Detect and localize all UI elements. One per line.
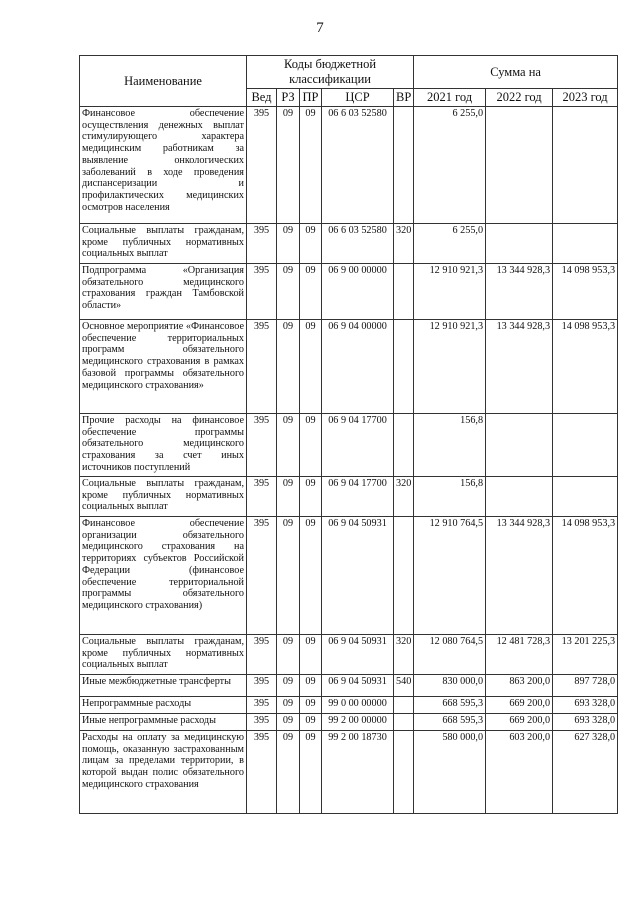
cell-vr: [394, 320, 414, 414]
header-2021: 2021 год: [414, 89, 486, 107]
table-row: [80, 477, 618, 517]
cell-ved: 395: [247, 224, 277, 264]
cell-y2023: 14 098 953,3: [553, 320, 618, 414]
cell-pr: 09: [300, 224, 322, 264]
cell-name: Прочие расходы на финансовое обеспечение программы обязательного медицинского страхования за счет иных источников поступлений: [80, 414, 247, 477]
cell-name: Иные межбюджетные трансферты: [80, 675, 247, 697]
cell-y2023: [553, 107, 618, 224]
cell-y2021: 668 595,3: [414, 697, 486, 714]
cell-vr: [394, 517, 414, 635]
header-rz: РЗ: [277, 89, 300, 107]
table-row: [80, 731, 618, 814]
cell-rz: 09: [277, 731, 300, 814]
cell-csr: 99 2 00 00000: [322, 714, 394, 731]
cell-rz: 09: [277, 675, 300, 697]
cell-rz: 09: [277, 320, 300, 414]
table-row: [80, 224, 618, 264]
cell-y2021: 830 000,0: [414, 675, 486, 697]
header-sum-group: Сумма на: [414, 56, 618, 89]
cell-pr: 09: [300, 107, 322, 224]
cell-vr: 320: [394, 635, 414, 675]
cell-y2023: [553, 224, 618, 264]
cell-y2021: 6 255,0: [414, 224, 486, 264]
cell-vr: [394, 731, 414, 814]
cell-pr: 09: [300, 635, 322, 675]
cell-csr: 06 9 04 17700: [322, 477, 394, 517]
cell-ved: 395: [247, 731, 277, 814]
cell-ved: 395: [247, 517, 277, 635]
cell-y2023: 14 098 953,3: [553, 264, 618, 320]
cell-csr: 06 6 03 52580: [322, 107, 394, 224]
header-2022: 2022 год: [486, 89, 553, 107]
cell-csr: 06 9 04 00000: [322, 320, 394, 414]
cell-y2022: 13 344 928,3: [486, 320, 553, 414]
cell-name: Непрограммные расходы: [80, 697, 247, 714]
cell-y2022: 669 200,0: [486, 697, 553, 714]
cell-csr: 06 6 03 52580: [322, 224, 394, 264]
cell-pr: 09: [300, 264, 322, 320]
table-row: [80, 714, 618, 731]
cell-pr: 09: [300, 731, 322, 814]
cell-y2023: [553, 477, 618, 517]
cell-y2021: 12 910 921,3: [414, 264, 486, 320]
cell-rz: 09: [277, 224, 300, 264]
cell-y2022: [486, 477, 553, 517]
cell-name: Социальные выплаты гражданам, кроме публичных нормативных социальных выплат: [80, 477, 247, 517]
cell-name: Социальные выплаты гражданам, кроме публичных нормативных социальных выплат: [80, 635, 247, 675]
cell-pr: 09: [300, 675, 322, 697]
cell-name: Финансовое обеспечение организации обязательного медицинского страхования на территориях субъектов Российской Федерации (финансовое обеспечение территориальной программы обязательного медицинского страхования): [80, 517, 247, 635]
cell-csr: 06 9 00 00000: [322, 264, 394, 320]
cell-pr: 09: [300, 714, 322, 731]
cell-y2021: 12 910 764,5: [414, 517, 486, 635]
cell-rz: 09: [277, 264, 300, 320]
cell-name: Подпрограмма «Организация обязательного медицинского страхования граждан Тамбовской области»: [80, 264, 247, 320]
header-csr: ЦСР: [322, 89, 394, 107]
cell-name: Финансовое обеспечение осуществления денежных выплат стимулирующего характера медицинским работникам за выявление онкологических заболеваний в ходе проведения диспансеризации и профилактических медицинских осмотров населения: [80, 107, 247, 224]
cell-vr: [394, 264, 414, 320]
cell-y2022: 863 200,0: [486, 675, 553, 697]
header-name: Наименование: [80, 56, 247, 107]
header-ved: Вед: [247, 89, 277, 107]
cell-y2021: 6 255,0: [414, 107, 486, 224]
cell-y2021: 12 910 921,3: [414, 320, 486, 414]
cell-name: Расходы на оплату за медицинскую помощь, оказанную застрахованным лицам за пределами территории, в которой выдан полис обязательного медицинского страхования: [80, 731, 247, 814]
cell-name: Основное мероприятие «Финансовое обеспечение территориальных программ обязательного медицинского страхования в рамках базовой программы обязательного медицинского страхования»: [80, 320, 247, 414]
cell-name: Социальные выплаты гражданам, кроме публичных нормативных социальных выплат: [80, 224, 247, 264]
table-row: [80, 517, 618, 635]
cell-y2021: 668 595,3: [414, 714, 486, 731]
table-row: [80, 264, 618, 320]
budget-table: [79, 55, 618, 814]
cell-y2022: 13 344 928,3: [486, 517, 553, 635]
cell-ved: 395: [247, 635, 277, 675]
cell-vr: 320: [394, 477, 414, 517]
cell-rz: 09: [277, 517, 300, 635]
cell-csr: 06 9 04 50931: [322, 517, 394, 635]
cell-vr: [394, 107, 414, 224]
cell-csr: 06 9 04 50931: [322, 675, 394, 697]
table-row: [80, 635, 618, 675]
cell-y2022: 12 481 728,3: [486, 635, 553, 675]
table-row: [80, 697, 618, 714]
cell-y2023: [553, 414, 618, 477]
cell-ved: 395: [247, 264, 277, 320]
cell-y2023: 693 328,0: [553, 714, 618, 731]
cell-rz: 09: [277, 477, 300, 517]
cell-y2023: 14 098 953,3: [553, 517, 618, 635]
cell-ved: 395: [247, 107, 277, 224]
cell-y2023: 13 201 225,3: [553, 635, 618, 675]
table-row: [80, 675, 618, 697]
table-row: [80, 320, 618, 414]
header-vr: ВР: [394, 89, 414, 107]
cell-y2022: [486, 107, 553, 224]
cell-vr: 320: [394, 224, 414, 264]
cell-name: Иные непрограммные расходы: [80, 714, 247, 731]
cell-y2022: 13 344 928,3: [486, 264, 553, 320]
cell-ved: 395: [247, 714, 277, 731]
cell-y2021: 156,8: [414, 414, 486, 477]
cell-ved: 395: [247, 320, 277, 414]
cell-pr: 09: [300, 517, 322, 635]
cell-y2021: 12 080 764,5: [414, 635, 486, 675]
table-row: [80, 414, 618, 477]
cell-y2022: 603 200,0: [486, 731, 553, 814]
cell-csr: 99 0 00 00000: [322, 697, 394, 714]
page-number: 7: [316, 20, 324, 36]
cell-ved: 395: [247, 675, 277, 697]
cell-pr: 09: [300, 477, 322, 517]
cell-y2022: [486, 224, 553, 264]
cell-ved: 395: [247, 697, 277, 714]
cell-y2021: 156,8: [414, 477, 486, 517]
cell-rz: 09: [277, 414, 300, 477]
cell-y2022: [486, 414, 553, 477]
cell-y2023: 627 328,0: [553, 731, 618, 814]
cell-pr: 09: [300, 414, 322, 477]
cell-rz: 09: [277, 697, 300, 714]
cell-pr: 09: [300, 320, 322, 414]
cell-rz: 09: [277, 635, 300, 675]
cell-rz: 09: [277, 107, 300, 224]
cell-vr: [394, 414, 414, 477]
header-pr: ПР: [300, 89, 322, 107]
cell-ved: 395: [247, 477, 277, 517]
cell-csr: 06 9 04 50931: [322, 635, 394, 675]
cell-csr: 06 9 04 17700: [322, 414, 394, 477]
cell-vr: 540: [394, 675, 414, 697]
cell-rz: 09: [277, 714, 300, 731]
cell-ved: 395: [247, 414, 277, 477]
cell-vr: [394, 697, 414, 714]
cell-y2022: 669 200,0: [486, 714, 553, 731]
cell-pr: 09: [300, 697, 322, 714]
cell-vr: [394, 714, 414, 731]
table-row: [80, 107, 618, 224]
cell-y2021: 580 000,0: [414, 731, 486, 814]
header-codes-group: Коды бюджетной классификации: [247, 56, 414, 89]
cell-y2023: 693 328,0: [553, 697, 618, 714]
cell-csr: 99 2 00 18730: [322, 731, 394, 814]
cell-y2023: 897 728,0: [553, 675, 618, 697]
header-2023: 2023 год: [553, 89, 618, 107]
